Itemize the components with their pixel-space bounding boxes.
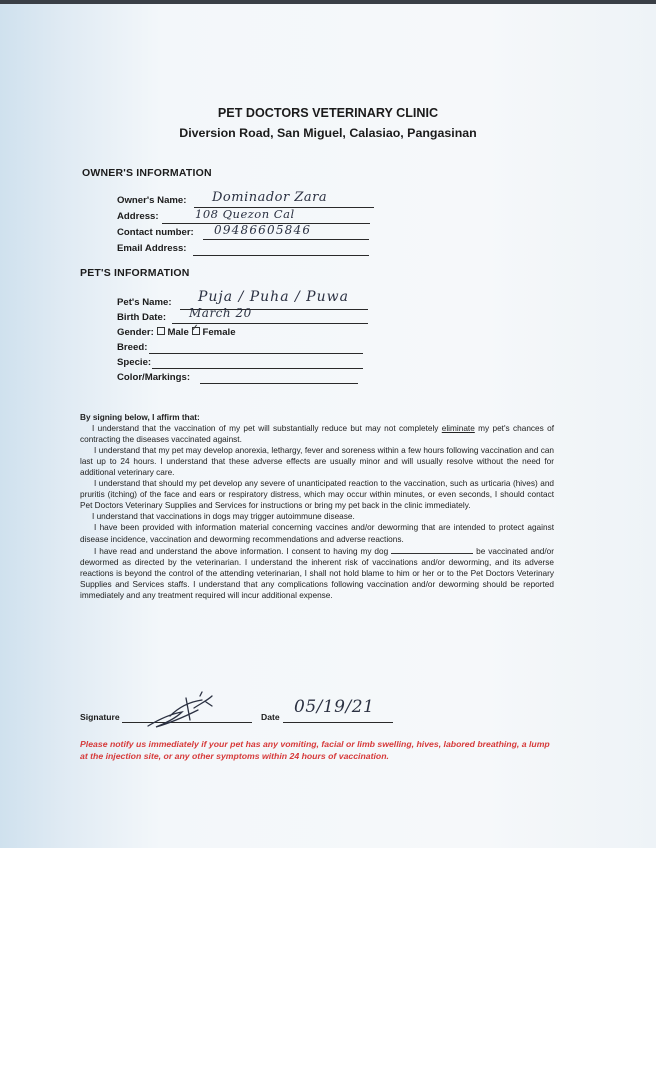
pet-name-value[interactable]: Puja / Puha / Puwa — [198, 289, 349, 305]
date-label: Date — [261, 712, 280, 722]
signature-label: Signature — [80, 712, 120, 722]
owner-section-heading: OWNER'S INFORMATION — [82, 167, 212, 179]
color-markings-line[interactable] — [200, 383, 358, 384]
contact-line — [203, 239, 369, 240]
dog-name-blank[interactable] — [391, 545, 473, 554]
gender-row — [117, 323, 236, 338]
date-value[interactable]: 05/19/21 — [294, 697, 375, 717]
pet-section-heading: PET'S INFORMATION — [80, 267, 190, 279]
birth-date-line — [172, 323, 368, 324]
gender-label: Gender: — [117, 327, 154, 338]
address-value[interactable]: 108 Quezon Cal — [195, 207, 295, 221]
color-markings-label: Color/Markings: — [117, 372, 191, 383]
birth-date-label: Birth Date: — [117, 312, 167, 323]
contact-value[interactable]: 09486605846 — [214, 223, 312, 237]
specie-line[interactable] — [152, 368, 363, 369]
male-checkbox[interactable] — [157, 327, 165, 335]
affirmation-intro: By signing below, I affirm that: — [80, 413, 200, 422]
email-line[interactable] — [193, 255, 369, 256]
address-label: Address: — [117, 211, 159, 222]
pet-name-label: Pet's Name: — [117, 297, 172, 308]
signature-scribble — [140, 690, 230, 734]
affirmation-paragraph-3: I understand that should my pet develop any severe of unanticipated reaction to the vaccination, such as urticaria (hives) and pruritis (itching) of the face and ears or respiratory distress, which may occur within minutes, or even seconds, I should contact Pet Doctors Veterinary Supplies and Services for instructions or bring my pet back in the clinic immediately. — [80, 479, 554, 511]
specie-label: Specie: — [117, 357, 152, 368]
affirmation-paragraph-1: I understand that the vaccination of my pet will substantially reduce but may not completely eliminate my pet's chances of contracting the diseases vaccinated against. — [80, 424, 554, 445]
contact-label: Contact number: — [117, 227, 194, 238]
eliminate-underlined: eliminate — [441, 424, 475, 434]
affirmation-paragraph-5: I have been provided with information material concerning vaccines and/or deworming that are intended to protect against disease incidence, vaccination and deworming recommendations and adverse reactions. — [80, 523, 554, 544]
female-check-mark-icon: ✓ — [190, 323, 199, 334]
affirmation-paragraph-2: I understand that my pet may develop anorexia, lethargy, fever and soreness within a few hours following vaccination and can last up to 24 hours. I understand that these adverse effects are usually minor and will usually resolve without the need for additional veterinary care. — [80, 446, 554, 478]
male-option-label: Male — [167, 327, 189, 338]
email-label: Email Address: — [117, 243, 187, 254]
clinic-name: PET DOCTORS VETERINARY CLINIC — [217, 106, 439, 120]
date-line — [283, 722, 393, 723]
breed-label: Breed: — [117, 342, 148, 353]
clinic-address: Diversion Road, San Miguel, Calasiao, Pangasinan — [179, 126, 477, 140]
affirmation-paragraph-4: I understand that vaccinations in dogs may trigger autoimmune disease. — [92, 512, 355, 522]
owner-name-label: Owner's Name: — [117, 195, 187, 206]
red-notice: Please notify us immediately if your pet has any vomiting, facial or limb swelling, hives, labored breathing, a lump at the injection site, or any other symptoms within 24 hours of vaccination. — [80, 739, 550, 762]
birth-date-value[interactable]: March 20 — [189, 306, 252, 320]
female-option-label: Female — [202, 327, 236, 338]
female-checkbox[interactable] — [190, 323, 200, 335]
affirmation-text — [80, 412, 554, 601]
affirmation-paragraph-6: I have read and understand the above information. I consent to having my dog be vaccinated and/or dewormed as directed by the veterinarian. I understand the inherent risk of vaccinations and/or deworming, and its adverse reactions is beyond the control of the attending veterinarian, I shall not hold blame to him or her or to the Pet Doctors Veterinary Supplies and Services staffs. I understand that any complications following vaccination and/or deworming should be reported immediately and any treatment required will incur additional expense. — [80, 546, 555, 600]
owner-name-value[interactable]: Dominador Zara — [212, 190, 328, 205]
breed-line[interactable] — [149, 353, 363, 354]
